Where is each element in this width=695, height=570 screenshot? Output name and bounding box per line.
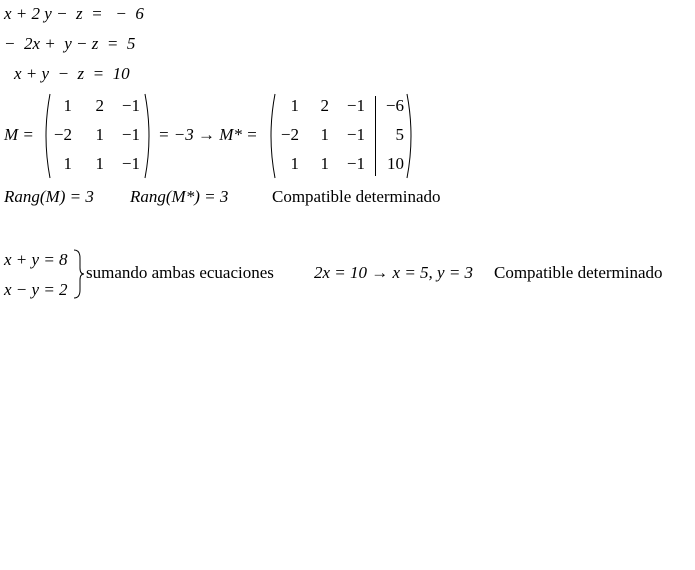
matrix-m-star [265, 92, 417, 180]
matrix-m-cell: −2 [53, 125, 72, 144]
rank-verdict: Compatible determinado [272, 187, 441, 206]
system2-result: 2x = 10 → x = 5, y = 3 [314, 263, 474, 282]
system1-equation-1: x + 2 y − z = − 6 [4, 4, 144, 23]
matrix-m-star-cell: −2 [280, 125, 299, 144]
matrix-m-cell: −1 [121, 125, 140, 144]
matrix-m-star-cell: 1 [320, 125, 329, 144]
system2-equation-2: x − y = 2 [4, 280, 68, 299]
matrix-m-star-cell: 10 [387, 154, 404, 173]
matrix-m-label: M = [4, 125, 34, 144]
rank-m: Rang(M) = 3 [4, 187, 94, 206]
matrix-m-star-cell: 1 [290, 154, 299, 173]
matrix-m-star-cell: −1 [346, 154, 365, 173]
matrix-m-star-cell: −6 [385, 96, 404, 115]
matrix-m-cell: 1 [95, 154, 104, 173]
system2-explanation: sumando ambas ecuaciones [86, 263, 274, 282]
system1-equation-3: x + y − z = 10 [14, 64, 130, 83]
matrix-m-cell: 1 [63, 96, 72, 115]
matrix-m [40, 92, 155, 180]
matrix-m-cell: −1 [121, 154, 140, 173]
system1-equation-2: − 2x + y − z = 5 [4, 34, 136, 53]
right-parenthesis-icon [143, 92, 155, 180]
matrix-m-star-cell: 1 [320, 154, 329, 173]
matrix-m-star-cell: −1 [346, 96, 365, 115]
right-brace-icon [72, 248, 86, 300]
matrix-m-cell: 2 [95, 96, 104, 115]
rank-m-star: Rang(M*) = 3 [130, 187, 229, 206]
system2-verdict: Compatible determinado [494, 263, 663, 282]
matrix-m-star-cell: 5 [395, 125, 404, 144]
matrix-m-cell: −1 [121, 96, 140, 115]
matrix-m-cell: 1 [95, 125, 104, 144]
right-parenthesis-icon [405, 92, 417, 180]
matrix-m-star-cell: 2 [320, 96, 329, 115]
augmented-divider [375, 96, 376, 176]
matrix-m-star-cell: 1 [290, 96, 299, 115]
matrix-m-star-cell: −1 [346, 125, 365, 144]
determinant-expression: = −3 → M* = [158, 125, 258, 144]
system2-equation-1: x + y = 8 [4, 250, 68, 269]
matrix-m-cell: 1 [63, 154, 72, 173]
